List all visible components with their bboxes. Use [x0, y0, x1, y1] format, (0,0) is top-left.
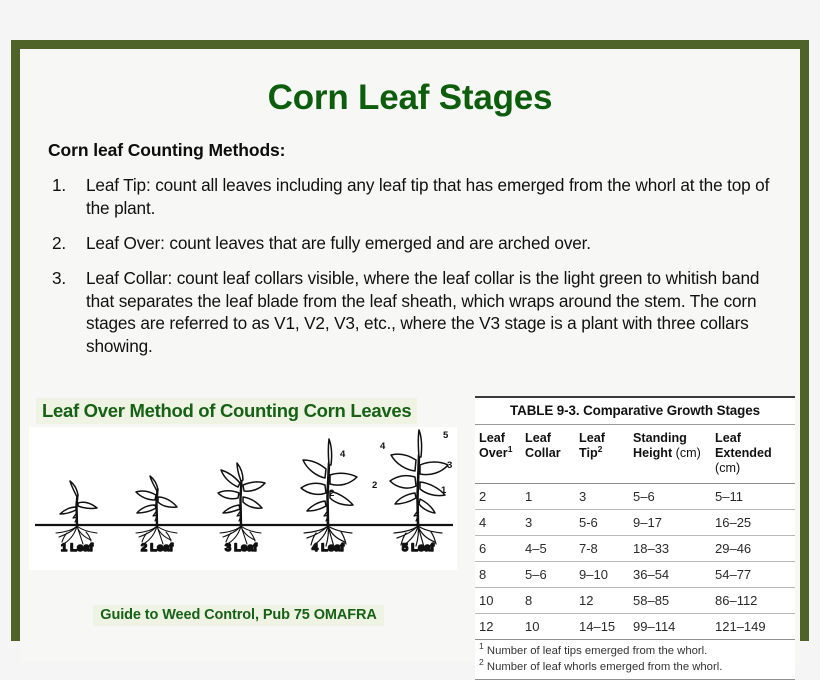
methods-list [20, 174, 800, 358]
page-title: Corn Leaf Stages [267, 78, 553, 117]
column-header-leaf-collar [521, 425, 575, 483]
table-row [475, 561, 795, 587]
table-row [475, 613, 795, 639]
cell-leaf-extended: 121–149 [711, 613, 795, 639]
table-footnotes [475, 640, 795, 680]
cell-leaf-collar: 1 [521, 483, 575, 509]
footnote-marker: 1 [479, 640, 484, 651]
lower-content-area [20, 398, 800, 673]
cell-leaf-tip: 14–15 [575, 613, 629, 639]
list-item [48, 267, 774, 359]
header-line1: Standing [633, 431, 687, 445]
cell-leaf-extended: 16–25 [711, 509, 795, 535]
cell-leaf-tip: 3 [575, 483, 629, 509]
table-row [475, 509, 795, 535]
leaf-number-2-plant4: 2 [329, 488, 335, 500]
corn-growth-stages-figure [29, 427, 457, 570]
growth-stages-table [475, 396, 795, 640]
header-superscript: 2 [597, 443, 603, 454]
footnote-text: Number of leaf whorls emerged from the whorl. [486, 660, 723, 673]
header-line1: Leaf [579, 431, 605, 445]
cell-leaf-collar: 5–6 [521, 561, 575, 587]
header-line2: Collar [525, 445, 561, 460]
list-item-number: 3. [52, 267, 67, 288]
corn-plants-illustration [29, 427, 457, 570]
table-row [475, 587, 795, 613]
cell-leaf-extended: 86–112 [711, 587, 795, 613]
cell-leaf-over: 10 [475, 587, 521, 613]
cell-standing-height: 58–85 [629, 587, 711, 613]
list-item [48, 174, 774, 220]
source-caption: Guide to Weed Control, Pub 75 OMAFRA [93, 605, 383, 626]
header-unit: (cm) [672, 445, 701, 460]
list-item-text: Leaf Collar: count leaf collars visible, where the leaf collar is the light green to whitish band that separates the leaf blade from the leaf sheath, which wraps around the stem. The corn stages are referred to as V1, V2, V3, etc., where the V3 stage is a plant with three collars showing. [86, 267, 760, 357]
cell-leaf-collar: 4–5 [521, 535, 575, 561]
cell-leaf-tip: 7-8 [575, 535, 629, 561]
slide-frame [11, 40, 809, 673]
figure-heading: Leaf Over Method of Counting Corn Leaves [36, 398, 417, 424]
header-line2: Tip [579, 445, 598, 460]
list-item [48, 232, 774, 255]
figure-block [20, 398, 457, 626]
table-caption: TABLE 9-3. Comparative Growth Stages [475, 396, 795, 425]
header-line1: Leaf Extended [715, 431, 772, 460]
header-line1: Leaf [525, 431, 551, 445]
leaf-number-3: 3 [447, 460, 453, 472]
footnote-marker: 2 [479, 656, 484, 667]
cell-leaf-over: 2 [475, 483, 521, 509]
methods-heading: Corn leaf Counting Methods: [48, 140, 286, 160]
cell-leaf-extended: 5–11 [711, 483, 795, 509]
cell-standing-height: 9–17 [629, 509, 711, 535]
header-unit: (cm) [715, 460, 741, 475]
cell-leaf-extended: 29–46 [711, 535, 795, 561]
table-row [475, 535, 795, 561]
column-header-leaf-tip [575, 425, 629, 483]
leaf-number-2: 2 [372, 480, 378, 492]
column-header-leaf-extended [711, 425, 795, 483]
cell-standing-height: 36–54 [629, 561, 711, 587]
cell-leaf-over: 4 [475, 509, 521, 535]
cell-standing-height: 5–6 [629, 483, 711, 509]
cell-leaf-over: 12 [475, 613, 521, 639]
cell-leaf-collar: 10 [521, 613, 575, 639]
table-header-row [475, 425, 795, 483]
cell-leaf-tip: 5-6 [575, 509, 629, 535]
cell-leaf-over: 8 [475, 561, 521, 587]
list-item-text: Leaf Over: count leaves that are fully emerged and are arched over. [86, 232, 591, 253]
column-header-standing-height [629, 425, 711, 483]
header-line2: Over [479, 445, 508, 460]
source-caption-wrap [20, 605, 457, 626]
cell-leaf-collar: 3 [521, 509, 575, 535]
cell-leaf-tip: 9–10 [575, 561, 629, 587]
leaf-number-4-plant4: 4 [340, 449, 346, 461]
cell-standing-height: 18–33 [629, 535, 711, 561]
header-line1: Leaf [479, 431, 505, 445]
footnote-1 [475, 640, 795, 659]
growth-stages-table-block [475, 396, 795, 680]
footnote-text: Number of leaf tips emerged from the whorl. [486, 644, 708, 657]
plant-label-1: 1 Leaf [60, 542, 94, 555]
column-header-leaf-over [475, 425, 521, 483]
plant-label-4: 4 Leaf [311, 542, 345, 555]
cell-leaf-over: 6 [475, 535, 521, 561]
header-line2: Height [633, 445, 673, 460]
plant-label-2: 2 Leaf [140, 542, 174, 555]
cell-leaf-tip: 12 [575, 587, 629, 613]
footnote-2 [475, 656, 795, 675]
leaf-number-5: 5 [443, 430, 449, 442]
plant-label-5: 5 Leaf [401, 542, 435, 555]
table-body [475, 483, 795, 639]
cell-leaf-collar: 8 [521, 587, 575, 613]
header-superscript: 1 [507, 443, 513, 454]
plant-label-3: 3 Leaf [224, 542, 258, 555]
cell-standing-height: 99–114 [629, 613, 711, 639]
list-item-number: 1. [52, 175, 67, 195]
slide-body [20, 78, 800, 673]
table-row [475, 483, 795, 509]
leaf-number-1: 1 [441, 485, 447, 497]
leaf-number-4: 4 [380, 441, 386, 453]
cell-leaf-extended: 54–77 [711, 561, 795, 587]
list-item-number: 2. [52, 232, 67, 253]
list-item-text: Leaf Tip: count all leaves including any leaf tip that has emerged from the whorl at the top of the plant. [86, 175, 770, 218]
